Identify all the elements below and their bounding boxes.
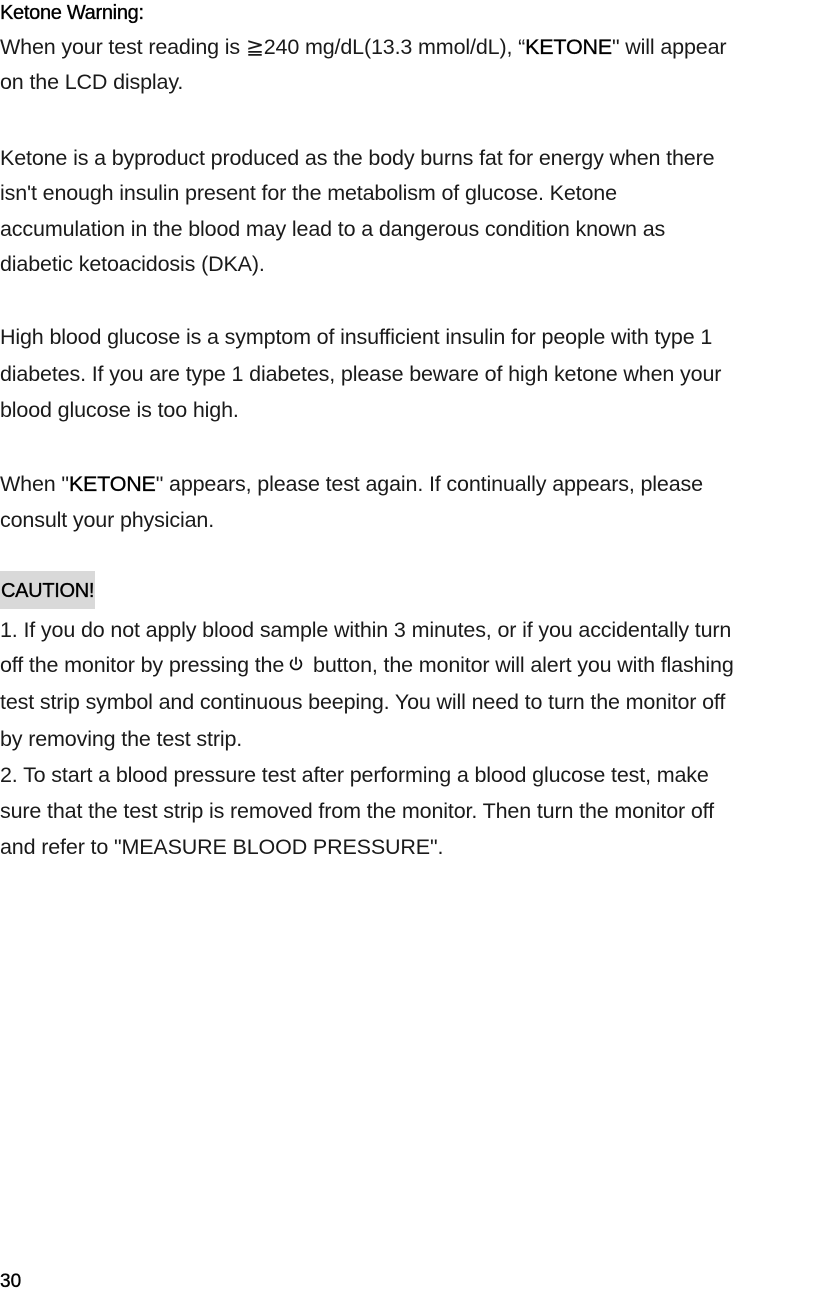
caution-line-4: by removing the test strip.	[0, 727, 243, 751]
paragraph-3-line-1: High blood glucose is a symptom of insufficient insulin for people with type 1	[0, 325, 713, 349]
text: button, the monitor will alert you with flashing	[307, 653, 734, 677]
page-number: 30	[0, 1271, 22, 1292]
paragraph-1-line-2: on the LCD display.	[0, 70, 184, 94]
caution-line-6: sure that the test strip is removed from the monitor. Then turn the monitor off	[0, 799, 714, 823]
caution-label: CAUTION!	[0, 571, 95, 609]
paragraph-1-line-1	[0, 34, 726, 60]
text: " appears, please test again. If continually appears, please	[155, 472, 703, 496]
text: When your test reading is ≧240 mg/dL(13.3 mmol/dL), “	[0, 35, 526, 59]
ketone-keyword: KETONE	[68, 472, 156, 496]
section-heading: Ketone Warning:	[0, 2, 144, 24]
caution-line-1: 1. If you do not apply blood sample within 3 minutes, or if you accidentally turn	[0, 618, 732, 642]
caution-line-7: and refer to "MEASURE BLOOD PRESSURE".	[0, 835, 444, 859]
paragraph-2-line-1: Ketone is a byproduct produced as the body burns fat for energy when there	[0, 146, 715, 170]
paragraph-3-line-3: blood glucose is too high.	[0, 398, 239, 422]
power-icon	[287, 653, 305, 671]
paragraph-3-line-2: diabetes. If you are type 1 diabetes, please beware of high ketone when your	[0, 362, 722, 386]
paragraph-4-line-2: consult your physician.	[0, 508, 215, 532]
paragraph-2-line-2: isn't enough insulin present for the metabolism of glucose. Ketone	[0, 181, 617, 205]
text: " will appear	[611, 35, 727, 59]
caution-line-5: 2. To start a blood pressure test after performing a blood glucose test, make	[0, 763, 709, 787]
paragraph-4-line-1	[0, 471, 703, 497]
text: off the monitor by pressing the	[0, 653, 285, 677]
caution-line-2	[0, 652, 734, 678]
text: When "	[0, 472, 69, 496]
paragraph-2-line-3: accumulation in the blood may lead to a dangerous condition known as	[0, 217, 666, 241]
ketone-keyword: KETONE	[525, 35, 612, 59]
caution-line-3: test strip symbol and continuous beeping. You will need to turn the monitor off	[0, 690, 726, 714]
paragraph-2-line-4: diabetic ketoacidosis (DKA).	[0, 252, 265, 276]
